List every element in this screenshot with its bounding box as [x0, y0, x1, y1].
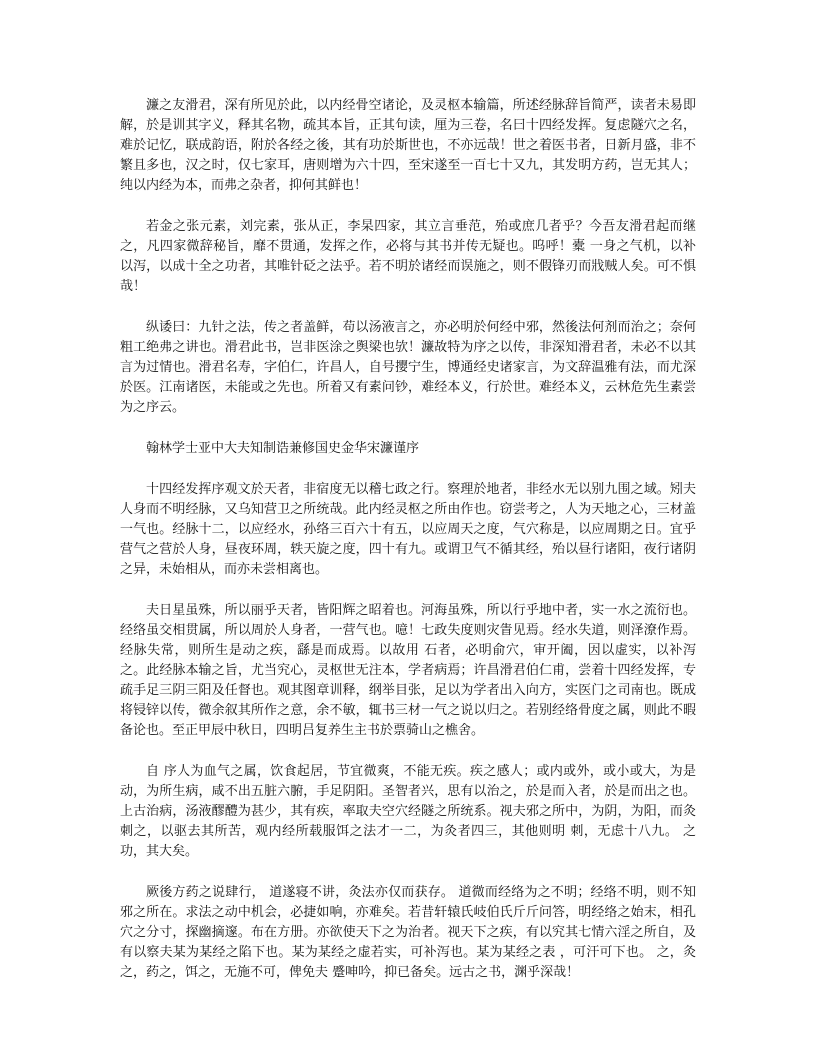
- paragraph-gap: [120, 418, 696, 439]
- paragraph-1: 濂之友滑君，深有所见於此，以内经骨空诸论，及灵枢本输篇，所述经脉辞旨简严，读者未易即解，於是训其字义，释其名物，疏其本旨，正其句读，厘为三卷，名曰十四经发挥。复虑隧穴之名，难於记忆，联成韵语，附於各经之後，其有功於斯世也，不亦远哉！世之着医书者，日新月盛，非不繁且多也，汉之时，仅七家耳，唐则增为六十四，至宋遂至一百七十又九，其发明方药，岂无其人；纯以内经为本，而弗之杂者，抑何其鲜也！: [120, 98, 696, 193]
- paragraph-4: 十四经发挥序观文於天者，非宿度无以稽七政之行。察理於地者，非经水无以别九围之域。矧夫人身而不明经脉，又乌知营卫之所统哉。此内经灵枢之所由作也。窃尝考之，人为天地之心，三材盖一气也。经脉十二，以应经水，孙络三百六十有五，以应周天之度，气穴称是，以应周期之日。宜乎营气之营於人身，昼夜环周，轶天旋之度，四十有九。或谓卫气不循其经，殆以昼行诸阳，夜行诸阴之异，未始相从，而亦未尝相离也。: [120, 482, 696, 577]
- paragraph-gap: [120, 862, 696, 883]
- paragraph-gap: [120, 459, 696, 480]
- paragraph-6: 自 序人为血气之属，饮食起居，节宜微爽，不能无疾。疾之感人；或内或外，或小或大，为是动，为所生病，咸不出五脏六腑，手足阴阳。圣智者兴，思有以治之，於是而入者，於是而出之也。上古治病，汤液醪醴为甚少，其有疾，率取夫空穴经隧之所统系。视夫邪之所中，为阴，为阳，而灸刺之，以驱去其所苦，观内经所载服饵之法才一二，为灸者四三，其他则明 刺，无虑十八九。 之功，其大矣。: [120, 764, 696, 859]
- paragraph-gap: [120, 196, 696, 217]
- preface-signature: 翰林学士亚中大夫知制诰兼修国史金华宋濂谨序: [146, 441, 420, 456]
- document-page: [120, 96, 696, 983]
- paragraph-gap: [120, 297, 696, 318]
- paragraph-gap: [120, 580, 696, 601]
- paragraph-3: 纵诿曰：九针之法，传之者盖鲜，苟以汤液言之，亦必明於何经中邪，然後法何剂而治之；奈何粗工绝弗之讲也。滑君此书，岂非医涂之舆梁也欤！濂故特为序之以传，非深知滑君者，未必不以其言为过情也。滑君名寿，字伯仁，许昌人，自号撄宁生，博通经史诸家言，为文辞温雅有法，而尤深於医。江南诸医，未能或之先也。所着又有素问钞，难经本义，行於世。难经本义，云林危先生素尝为之序云。: [120, 320, 696, 415]
- paragraph-5: 夫日星虽殊，所以丽乎天者，皆阳辉之昭着也。河海虽殊，所以行乎地中者，实一水之流衍也。经络虽交相贯属，所以周於人身者，一营气也。噫！七政失度则灾眚见焉。经水失道，则泽潦作焉。经脉失常，则所生是动之疾，繇是而成焉。以故用 石者，必明俞穴，审开阖，因以虚实，以补泻之。此经脉本输之旨，尤当究心，灵枢世无注本，学者病焉；许昌滑君伯仁甫，尝着十四经发挥，专疏手足三阴三阳及任督也。观其图章训释，纲举目张，足以为学者出入向方，实医门之司南也。既成将锓锌以传，微余叙其所作之意，余不敏，辄书三材一气之说以归之。若别经络骨度之属，则此不暇备论也。至正甲辰中秋日，四明吕复养生主书於票骑山之樵舍。: [120, 603, 696, 738]
- paragraph-7: 厥後方药之说肆行， 道遂寝不讲，灸法亦仅而获存。 道微而经络为之不明；经络不明，则不知邪之所在。求法之动中机会，必捷如响，亦难矣。若昔轩辕氏岐伯氏斤斤问答，明经络之始末，相孔穴之分寸，探幽摘邃。布在方册。亦欲使天下之为治者。视天下之疾，有以究其七情六淫之所自，及有以察夫某为某经之陷下也。某为某经之虚若实，可补泻也。某为某经之表 ，可汗可下也。 之，灸之，药之，饵之，无施不可，俾免夫 蹙呻吟，抑已备矣。远古之书，渊乎深哉！: [120, 885, 696, 980]
- paragraph-2: 若金之张元素，刘完素，张从正，李杲四家，其立言垂范，殆或庶几者乎？今吾友滑君起而继之，凡四家微辞秘旨，靡不贯通，发挥之作，必将与其书并传无疑也。呜呼！橐 一身之气机，以补以泻，以成十全之功者，其唯针砭之法乎。若不明於诸经而误施之，则不假锋刃而戕贼人矣。可不惧哉！: [120, 219, 696, 294]
- paragraph-gap: [120, 741, 696, 762]
